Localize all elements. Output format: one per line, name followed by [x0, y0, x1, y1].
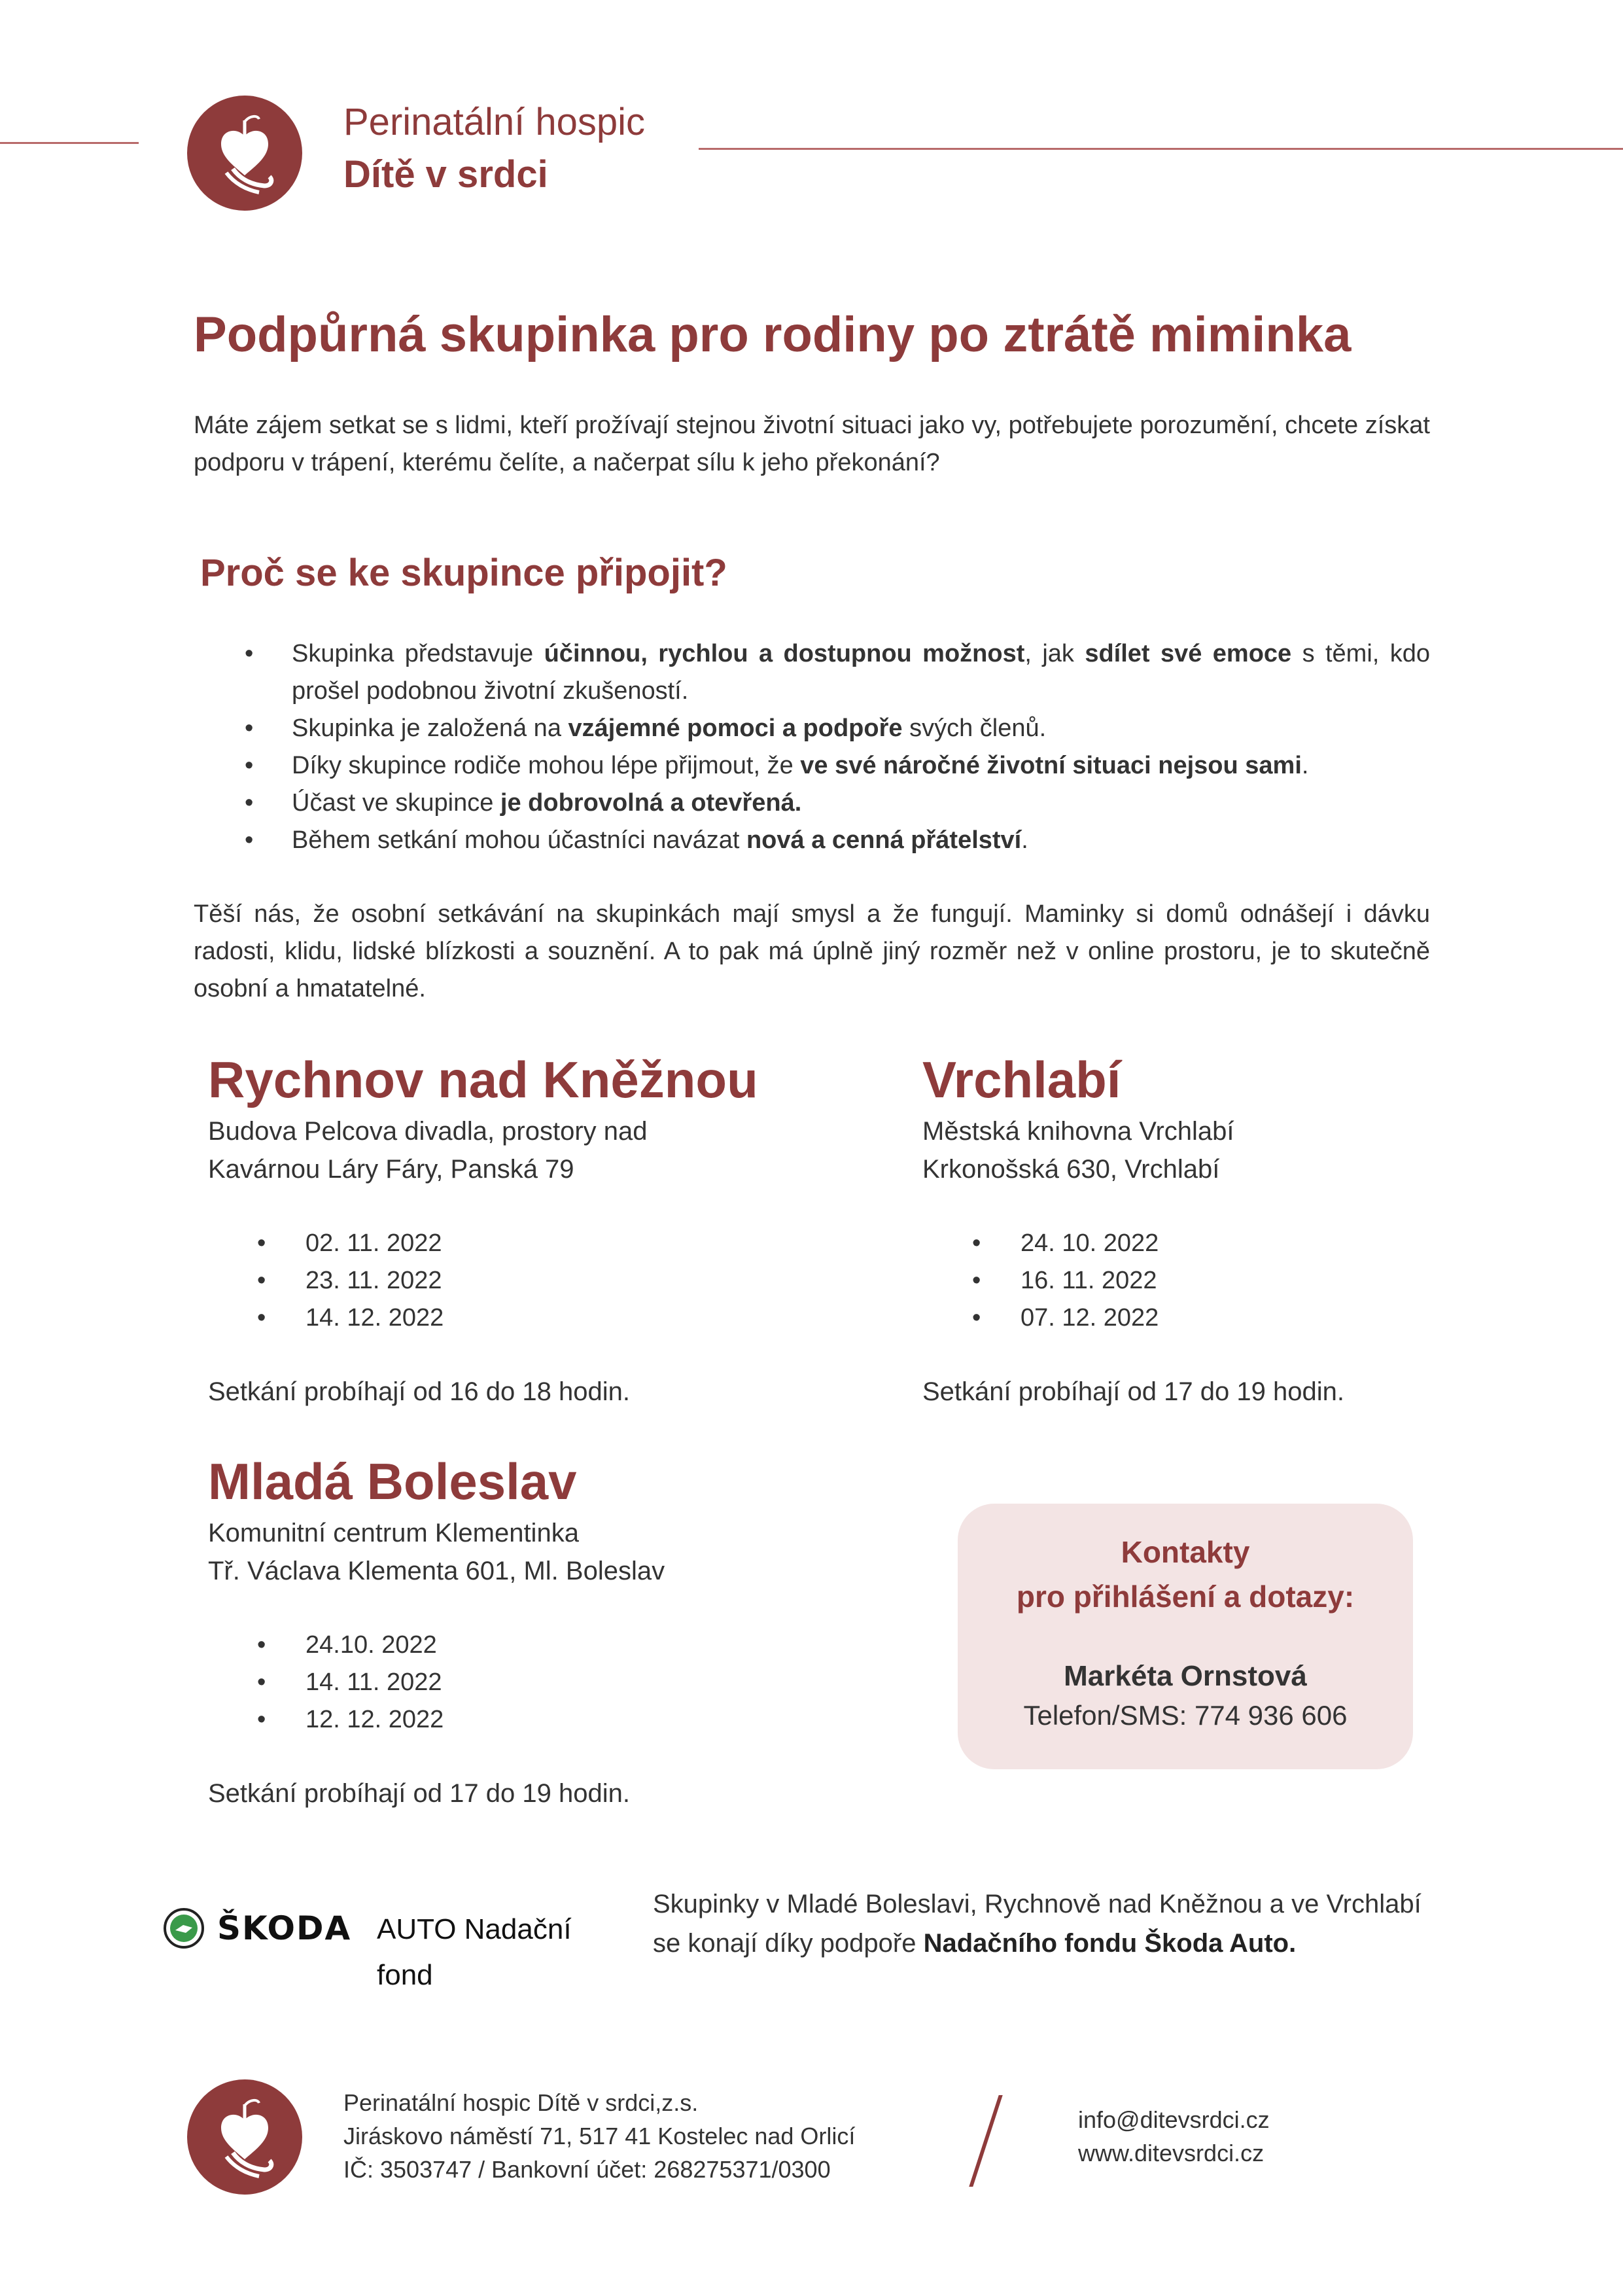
why-list [245, 635, 1430, 859]
list-item: • Díky skupince rodiče mohou lépe přijmout, že ve své náročné životní situaci nejsou sami. [292, 747, 1430, 785]
closing-paragraph: Těší nás, že osobní setkávání na skupinkách mají smysl a že fungují. Maminky si domů odnášejí i dávku radosti, klidu, lidské blízkosti a souznění. A to pak má úplně jiný rozměr než v online prostoru, je to skutečně osobní a hmatatelné. [194, 900, 1430, 1002]
bullet-icon: • [257, 1267, 266, 1294]
footer-contact [1078, 2103, 1270, 2170]
dates-list-boleslav [257, 1627, 444, 1739]
list-item: • Účast ve skupince je dobrovolná a otevřená. [292, 785, 1430, 822]
page-title: Podpůrná skupinka pro rodiny po ztrátě miminka [194, 307, 1352, 362]
header-rule-left [0, 142, 139, 144]
footer-divider [969, 2095, 1002, 2187]
hospic-logo [187, 96, 302, 211]
contact-name: Markéta Ornstová [1064, 1660, 1307, 1692]
list-item: • 14. 11. 2022 [305, 1664, 444, 1701]
location-address-boleslav: Komunitní centrum Klementinka Tř. Václava Klementa 601, Ml. Boleslav [208, 1519, 665, 1585]
list-item: • 12. 12. 2022 [305, 1701, 444, 1739]
bullet-icon: • [972, 1304, 981, 1332]
contact-subheading: pro přihlášení a dotazy: [1016, 1580, 1355, 1614]
skoda-logo [164, 1905, 628, 1991]
bullet-icon: • [245, 789, 254, 817]
bullet-icon: • [257, 1304, 266, 1332]
bullet-icon: • [972, 1267, 981, 1294]
skoda-logo-fund: AUTO Nadační fond [377, 1913, 572, 1991]
location-title-vrchlabi: Vrchlabí [922, 1051, 1121, 1108]
location-address-vrchlabi: Městská knihovna Vrchlabí Krkonošská 630, Vrchlabí [922, 1117, 1234, 1184]
list-item: • Během setkání mohou účastníci navázat nová a cenná přátelství. [292, 822, 1430, 859]
list-item: • 16. 11. 2022 [1021, 1262, 1159, 1299]
dates-list-vrchlabi [972, 1225, 1159, 1337]
list-item: • 24. 10. 2022 [1021, 1225, 1159, 1262]
footer-org-info [343, 2086, 855, 2186]
footer-address: Jiráskovo náměstí 71, 517 41 Kostelec nad Orlicí [343, 2123, 856, 2149]
dates-list-rychnov [257, 1225, 444, 1337]
bullet-icon: • [257, 1631, 266, 1659]
list-item: • 02. 11. 2022 [305, 1225, 444, 1262]
bullet-icon: • [257, 1669, 266, 1696]
footer-web[interactable]: www.ditevsrdci.cz [1078, 2140, 1265, 2166]
footer-ids: IČ: 3503747 / Bankovní účet: 268275371/0300 [343, 2156, 831, 2183]
list-item: • Skupinka je založená na vzájemné pomoci a podpoře svých členů. [292, 710, 1430, 747]
meeting-time-rychnov: Setkání probíhají od 16 do 18 hodin. [208, 1377, 630, 1406]
skoda-emblem-icon [164, 1908, 204, 1949]
bullet-icon: • [257, 1706, 266, 1733]
contact-phone: Telefon/SMS: 774 936 606 [1023, 1700, 1348, 1731]
why-heading: Proč se ke skupince připojit? [200, 552, 727, 594]
bullet-icon: • [245, 640, 254, 667]
heart-hand-icon [187, 96, 302, 211]
meeting-time-boleslav: Setkání probíhají od 17 do 19 hodin. [208, 1779, 630, 1808]
bullet-icon: • [245, 752, 254, 779]
sponsor-text: Skupinky v Mladé Boleslavi, Rychnově nad Kněžnou a ve Vrchlabí se konají díky podpoře Nadačního fondu Škoda Auto. [653, 1890, 1422, 1958]
location-title-rychnov: Rychnov nad Kněžnou [208, 1051, 758, 1108]
contact-box [958, 1504, 1413, 1769]
list-item: • Skupinka představuje účinnou, rychlou a dostupnou možnost, jak sdílet své emoce s těmi, kdo prošel podobnou životní zkušeností. [292, 635, 1430, 710]
bullet-icon: • [245, 715, 254, 742]
bullet-icon: • [245, 826, 254, 854]
skoda-logo-brand: ŠKODA [217, 1909, 352, 1947]
intro-paragraph: Máte zájem setkat se s lidmi, kteří prožívají stejnou životní situaci jako vy, potřebujete porozumění, chcete získat podporu v trápení, kterému čelíte, a načerpat sílu k jeho překonání? [194, 412, 1430, 476]
list-item: • 14. 12. 2022 [305, 1299, 444, 1337]
bullet-icon: • [972, 1229, 981, 1257]
header-rule-right [699, 148, 1623, 150]
list-item: • 07. 12. 2022 [1021, 1299, 1159, 1337]
bullet-icon: • [257, 1229, 266, 1257]
brand-subname: Dítě v srdci [343, 153, 548, 196]
heart-hand-icon [187, 2079, 302, 2195]
contact-heading: Kontakty [1121, 1535, 1250, 1569]
footer-logo [187, 2079, 302, 2195]
list-item: • 23. 11. 2022 [305, 1262, 444, 1299]
brand-name: Perinatální hospic [343, 101, 646, 143]
footer-org: Perinatální hospic Dítě v srdci,z.s. [343, 2089, 699, 2116]
list-item: • 24.10. 2022 [305, 1627, 444, 1664]
location-title-boleslav: Mladá Boleslav [208, 1453, 577, 1510]
footer-email[interactable]: info@ditevsrdci.cz [1078, 2106, 1270, 2133]
location-address-rychnov: Budova Pelcova divadla, prostory nad Kavárnou Láry Fáry, Panská 79 [208, 1117, 648, 1184]
meeting-time-vrchlabi: Setkání probíhají od 17 do 19 hodin. [922, 1377, 1344, 1406]
